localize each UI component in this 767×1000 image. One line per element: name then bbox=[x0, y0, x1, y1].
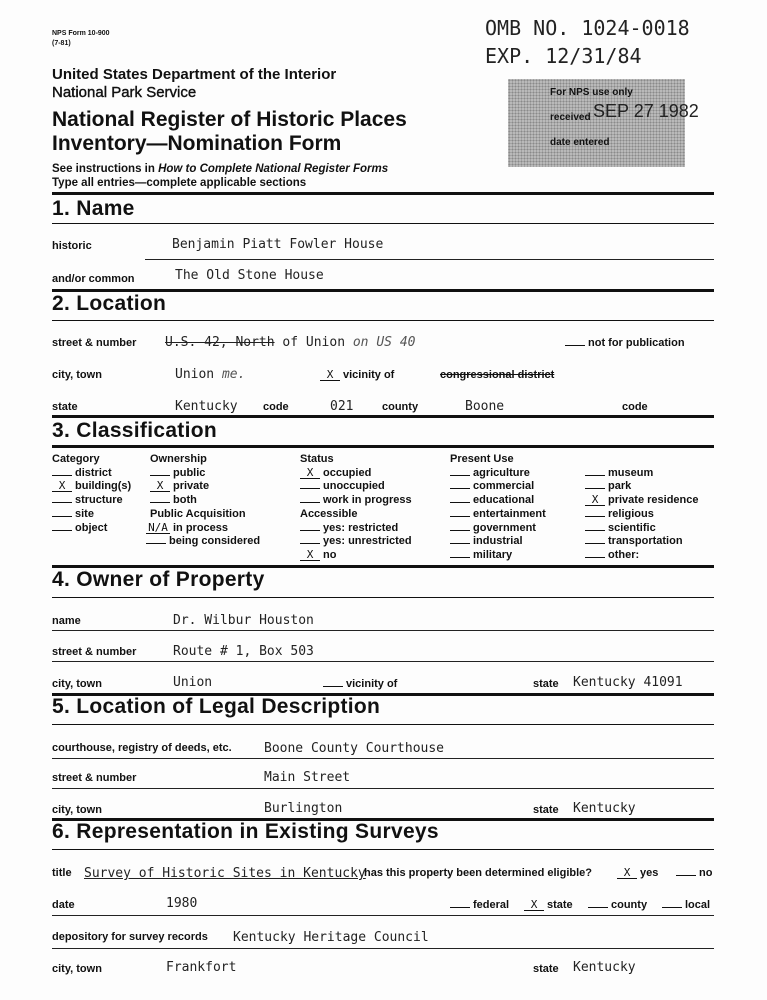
eligible-no-checkbox[interactable] bbox=[676, 875, 696, 876]
option-label: occupied bbox=[323, 466, 372, 479]
divider bbox=[52, 597, 714, 598]
city-value: Union bbox=[175, 367, 215, 382]
classification-group-title: Status bbox=[300, 453, 334, 465]
option-label: agriculture bbox=[473, 466, 530, 479]
option-label: government bbox=[473, 521, 536, 534]
county-survey-label: county bbox=[611, 899, 648, 911]
checkbox[interactable] bbox=[300, 543, 320, 544]
checkbox[interactable]: X bbox=[585, 495, 605, 506]
option-label: being considered bbox=[169, 535, 261, 548]
congressional-district-label: congressional district bbox=[440, 369, 555, 381]
depository-label: depository for survey records bbox=[52, 931, 208, 943]
classification-option[interactable] bbox=[52, 494, 123, 508]
option-label: entertainment bbox=[473, 507, 546, 520]
federal-label: federal bbox=[473, 899, 510, 911]
divider bbox=[52, 192, 714, 195]
classification-option[interactable] bbox=[146, 535, 260, 549]
form-title-line2: Inventory—Nomination Form bbox=[52, 132, 342, 155]
checkbox[interactable] bbox=[450, 502, 470, 503]
section-6-heading: 6. Representation in Existing Surveys bbox=[52, 820, 439, 843]
checkbox[interactable] bbox=[450, 488, 470, 489]
checkbox[interactable] bbox=[300, 488, 320, 489]
option-label: site bbox=[75, 507, 94, 520]
section-2-heading: 2. Location bbox=[52, 292, 167, 315]
checkbox[interactable] bbox=[450, 475, 470, 476]
option-label: museum bbox=[608, 466, 654, 479]
checkbox[interactable] bbox=[300, 530, 320, 531]
checkbox[interactable] bbox=[585, 516, 605, 517]
checkbox[interactable]: X bbox=[300, 550, 320, 561]
section-3-heading: 3. Classification bbox=[52, 419, 217, 442]
form-title-line1: National Register of Historic Places bbox=[52, 108, 407, 131]
option-label: commercial bbox=[473, 480, 535, 493]
eligible-yes-checkbox[interactable]: X bbox=[617, 868, 637, 879]
checkbox[interactable] bbox=[52, 502, 72, 503]
option-label: no bbox=[323, 548, 337, 561]
option-label: both bbox=[173, 494, 197, 507]
option-label: other: bbox=[608, 548, 640, 561]
classification-option[interactable] bbox=[450, 480, 534, 494]
divider bbox=[52, 415, 714, 418]
survey-date-label: date bbox=[52, 899, 75, 911]
classification-option[interactable] bbox=[585, 467, 653, 481]
checkbox[interactable] bbox=[450, 557, 470, 558]
omb-expiration: EXP. 12/31/84 bbox=[485, 44, 642, 68]
classification-option[interactable] bbox=[52, 480, 131, 494]
checkbox[interactable] bbox=[585, 557, 605, 558]
street-handwritten-note: on US 40 bbox=[352, 335, 416, 350]
date-entered-label: date entered bbox=[550, 137, 610, 148]
classification-option[interactable] bbox=[300, 549, 336, 563]
street-struck-value: U.S. 42, North bbox=[165, 335, 275, 350]
classification-group-title: Category bbox=[52, 453, 100, 465]
street-value: of Union bbox=[282, 335, 346, 350]
option-label: unoccupied bbox=[323, 480, 385, 493]
option-label: park bbox=[608, 480, 632, 493]
option-label: military bbox=[473, 548, 513, 561]
street-label: street & number bbox=[52, 337, 137, 349]
form-number: NPS Form 10-900 bbox=[52, 30, 110, 37]
option-label: in process bbox=[173, 521, 229, 534]
classification-option[interactable] bbox=[450, 535, 523, 549]
classification-option[interactable] bbox=[300, 535, 412, 549]
option-label: work in progress bbox=[323, 494, 412, 507]
classification-group-title: Accessible bbox=[300, 507, 358, 520]
divider bbox=[52, 849, 714, 850]
legal-street-value: Main Street bbox=[264, 770, 351, 785]
option-label: yes: unrestricted bbox=[323, 535, 412, 548]
classification-group-title: Public Acquisition bbox=[150, 507, 246, 520]
classification-option[interactable] bbox=[450, 494, 534, 508]
owner-street-label: street & number bbox=[52, 646, 137, 658]
option-label: scientific bbox=[608, 521, 656, 534]
checkbox[interactable] bbox=[150, 475, 170, 476]
classification-option[interactable] bbox=[585, 494, 699, 508]
owner-name-label: name bbox=[52, 615, 81, 627]
owner-name-value: Dr. Wilbur Houston bbox=[173, 613, 314, 628]
option-label: yes: restricted bbox=[323, 521, 399, 534]
checkbox[interactable] bbox=[300, 502, 320, 503]
owner-state-label: state bbox=[533, 678, 559, 690]
classification-option[interactable] bbox=[585, 522, 656, 536]
legal-street-label: street & number bbox=[52, 772, 137, 784]
legal-state-label: state bbox=[533, 804, 559, 816]
owner-vicinity-label: vicinity of bbox=[346, 678, 398, 690]
checkbox[interactable] bbox=[585, 530, 605, 531]
survey-title-label: title bbox=[52, 867, 72, 879]
checkbox[interactable]: N/A bbox=[146, 523, 170, 534]
section-5-heading: 5. Location of Legal Description bbox=[52, 695, 381, 718]
received-stamp: SEP 27 1982 bbox=[593, 101, 699, 121]
survey-state-label: state bbox=[533, 963, 559, 975]
historic-name-value: Benjamin Piatt Fowler House bbox=[172, 237, 384, 252]
option-label: structure bbox=[75, 494, 123, 507]
classification-option[interactable] bbox=[585, 535, 683, 549]
classification-option[interactable] bbox=[150, 480, 209, 494]
common-name-label: and/or common bbox=[52, 273, 135, 285]
classification-option[interactable] bbox=[300, 494, 412, 508]
survey-title-value: Survey of Historic Sites in Kentucky bbox=[84, 866, 366, 881]
courthouse-value: Boone County Courthouse bbox=[264, 741, 445, 756]
not-for-publication-label: not for publication bbox=[588, 337, 685, 349]
state-checkbox[interactable]: X bbox=[524, 900, 544, 911]
option-label: educational bbox=[473, 494, 535, 507]
classification-option[interactable] bbox=[585, 480, 631, 494]
classification-group-title: Ownership bbox=[150, 453, 207, 465]
county-code-label: code bbox=[622, 401, 648, 413]
code-value: 021 bbox=[330, 399, 354, 414]
divider bbox=[52, 724, 714, 725]
city-handwritten-note: me. bbox=[221, 367, 246, 382]
eligible-no-label: no bbox=[699, 867, 713, 879]
section-1-heading: 1. Name bbox=[52, 197, 135, 220]
local-label: local bbox=[685, 899, 711, 911]
classification-option[interactable] bbox=[146, 522, 228, 536]
owner-city-value: Union bbox=[173, 675, 213, 690]
classification-option[interactable] bbox=[150, 467, 205, 481]
depository-value: Kentucky Heritage Council bbox=[233, 930, 429, 945]
nps-use-box bbox=[508, 79, 699, 167]
option-label: religious bbox=[608, 507, 654, 520]
form-revision: (7-81) bbox=[52, 40, 71, 47]
code-label: code bbox=[263, 401, 289, 413]
classification-option[interactable] bbox=[150, 494, 197, 508]
legal-state-value: Kentucky bbox=[573, 801, 636, 816]
checkbox[interactable] bbox=[585, 475, 605, 476]
checkbox[interactable] bbox=[146, 543, 166, 544]
checkbox[interactable] bbox=[585, 488, 605, 489]
survey-city-value: Frankfort bbox=[166, 960, 237, 975]
vicinity-label: vicinity of bbox=[343, 369, 395, 381]
owner-state-value: Kentucky 41091 bbox=[573, 675, 683, 690]
checkbox[interactable] bbox=[450, 516, 470, 517]
eligible-question: has this property been determined eligible? bbox=[364, 867, 592, 879]
classification-option[interactable] bbox=[450, 549, 512, 563]
classification-option[interactable] bbox=[585, 508, 654, 522]
classification-option[interactable] bbox=[450, 522, 536, 536]
service: National Park Service bbox=[52, 84, 197, 101]
county-value: Boone bbox=[465, 399, 505, 414]
classification-option[interactable] bbox=[52, 522, 107, 536]
instructions: See instructions in How to Complete National Register Forms bbox=[52, 163, 389, 175]
eligible-yes-label: yes bbox=[640, 867, 659, 879]
classification-option[interactable] bbox=[52, 508, 94, 522]
owner-street-value: Route # 1, Box 503 bbox=[173, 644, 314, 659]
vicinity-checkbox[interactable]: X bbox=[320, 370, 340, 381]
checkbox[interactable]: X bbox=[52, 481, 72, 492]
courthouse-label: courthouse, registry of deeds, etc. bbox=[52, 742, 232, 754]
nps-use-heading: For NPS use only bbox=[550, 87, 633, 98]
legal-city-value: Burlington bbox=[264, 801, 343, 816]
county-checkbox[interactable] bbox=[588, 907, 608, 908]
state-survey-label: state bbox=[547, 899, 573, 911]
checkbox[interactable]: X bbox=[150, 481, 170, 492]
omb-number: OMB NO. 1024-0018 bbox=[485, 16, 690, 40]
survey-date-value: 1980 bbox=[166, 896, 198, 911]
option-label: building(s) bbox=[75, 480, 132, 493]
checkbox[interactable]: X bbox=[300, 468, 320, 479]
instructions-line2: Type all entries—complete applicable sections bbox=[52, 177, 307, 189]
checkbox[interactable] bbox=[52, 530, 72, 531]
option-label: district bbox=[75, 466, 112, 479]
option-label: transportation bbox=[608, 535, 683, 548]
checkbox[interactable] bbox=[52, 475, 72, 476]
survey-city-label: city, town bbox=[52, 963, 102, 975]
checkbox[interactable] bbox=[150, 502, 170, 503]
option-label: private residence bbox=[608, 494, 699, 507]
divider bbox=[52, 445, 714, 448]
state-value: Kentucky bbox=[175, 399, 238, 414]
local-checkbox[interactable] bbox=[662, 907, 682, 908]
classification-option[interactable] bbox=[300, 480, 385, 494]
common-name-value: The Old Stone House bbox=[175, 268, 324, 283]
classification-option[interactable] bbox=[450, 508, 546, 522]
checkbox[interactable] bbox=[585, 543, 605, 544]
county-label: county bbox=[382, 401, 419, 413]
classification-group-title: Present Use bbox=[450, 453, 514, 465]
city-label: city, town bbox=[52, 369, 102, 381]
state-label: state bbox=[52, 401, 78, 413]
option-label: industrial bbox=[473, 535, 523, 548]
section-4-heading: 4. Owner of Property bbox=[52, 568, 265, 591]
federal-checkbox[interactable] bbox=[450, 907, 470, 908]
option-label: private bbox=[173, 480, 210, 493]
divider bbox=[52, 320, 714, 321]
survey-state-value: Kentucky bbox=[573, 960, 636, 975]
owner-city-label: city, town bbox=[52, 678, 102, 690]
department: United States Department of the Interior bbox=[52, 66, 337, 83]
checkbox[interactable] bbox=[450, 543, 470, 544]
classification-option[interactable] bbox=[450, 467, 530, 481]
classification-option[interactable] bbox=[300, 467, 371, 481]
divider bbox=[52, 223, 714, 224]
historic-label: historic bbox=[52, 240, 92, 252]
classification-option[interactable] bbox=[300, 522, 398, 536]
option-label: object bbox=[75, 521, 108, 534]
classification-option[interactable] bbox=[52, 467, 112, 481]
checkbox[interactable] bbox=[450, 530, 470, 531]
classification-option[interactable] bbox=[585, 549, 639, 563]
received-label: received bbox=[550, 112, 591, 123]
checkbox[interactable] bbox=[52, 516, 72, 517]
option-label: public bbox=[173, 466, 206, 479]
legal-city-label: city, town bbox=[52, 804, 102, 816]
